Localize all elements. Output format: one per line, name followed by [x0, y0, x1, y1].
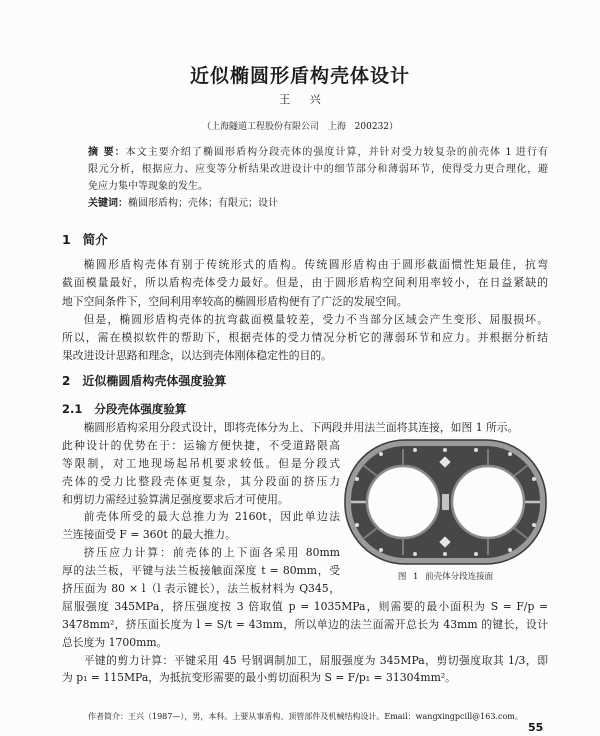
body-line: 所以，需在模拟软件的帮助下，根据壳体的受力情况分析它的薄弱环节和应力。并根据分析结: [62, 331, 548, 345]
body-line: 截面模量最好，所以盾构壳体受力最好。但是，由于圆形盾构空间利用率较小，在日益紧缺的: [62, 276, 548, 290]
bolt-hole: [474, 448, 478, 452]
left-opening: [367, 466, 439, 538]
body-line: 果改进设计思路和理念，以达到壳体刚体稳定性的目的。: [62, 349, 332, 363]
body-line: 椭圆形盾构壳体有别于传统形式的盾构。传统圆形盾构由于圆形截面惯性矩最佳，抗弯: [83, 258, 548, 271]
abstract-label: 摘 要：: [88, 147, 126, 158]
bolt-hole: [379, 452, 383, 456]
bolt-hole: [532, 477, 536, 481]
body-line: 3478mm²，挤压面长度为 l = S/t = 43mm，所以单边的法兰面需开总长为 43mm 的键长，设计: [62, 617, 548, 631]
author-affiliation: （上海隧道工程股份有限公司 上海 200232）: [201, 122, 399, 132]
section-2-number: 2: [62, 374, 71, 388]
body-line: 总长度为 1700mm。: [62, 635, 168, 649]
keywords-line: [88, 195, 548, 212]
abstract-line: 免应力集中等现象的发生。: [88, 181, 208, 192]
bolt-hole: [443, 448, 447, 452]
body-line: 椭圆形盾构采用分段式设计，即将壳体分为上、下两段并用法兰面将其连接，如图 1 所示。: [83, 421, 519, 434]
body-line: 地下空间条件下，空间利用率较高的椭圆形盾构便有了广泛的发展空间。: [62, 294, 408, 308]
body-line: 前壳体所受的最大总推力为 2160t，因此单边法: [83, 510, 340, 524]
section-2-heading: [62, 372, 226, 390]
body-line: 平键的剪力计算：平键采用 45 号钢调制加工，屈服强度为 345MPa，剪切强度取其 1/3，即: [83, 653, 548, 667]
keywords-label: 关键词：: [88, 198, 128, 209]
paper-title: 近似椭圆形盾构壳体设计: [189, 65, 410, 87]
author-name: 王 兴: [279, 93, 321, 106]
body-line: 厚的法兰板，平键与法兰板接触面深度 t = 80mm，受: [62, 564, 340, 578]
figure-1-caption: 图 1 前壳体分段连接面: [397, 572, 494, 582]
body-line: 此种设计的优势在于：运输方便快捷，不受道路限高: [62, 438, 340, 452]
section-1-title: 简介: [82, 232, 108, 247]
right-opening: [452, 466, 524, 538]
abstract-block: [88, 144, 548, 212]
body-line: 屈服强度 345MPa，挤压强度按 3 倍取值 p = 1035MPa，则需要的最小面积为 S = F/p =: [62, 599, 548, 613]
flange-joint-center: [442, 494, 449, 510]
subsection-2-1-number: 2.1: [62, 402, 83, 416]
body-line: 和剪切力需经过验算满足强度要求后才可使用。: [62, 492, 289, 506]
section-1-body: [62, 256, 548, 366]
body-line: 挤压应力计算：前壳体的上下面各采用 80mm: [83, 546, 340, 560]
bolt-hole: [379, 548, 383, 552]
body-line: 兰连接面受 F = 360t 的最大推力。: [62, 528, 236, 542]
bolt-hole: [508, 452, 512, 456]
bolt-hole: [355, 477, 359, 481]
section-2-title: 近似椭圆盾构壳体强度验算: [82, 374, 227, 388]
bolt-hole: [355, 523, 359, 527]
subsection-2-1-title: 分段壳体强度验算: [94, 402, 187, 416]
body-line: 挤压面为 80 × l（l 表示键长），法兰板材料为 Q345，: [62, 582, 340, 596]
abstract-line: [88, 144, 548, 161]
abstract-line: 限元分析，根据应力、应变等分析结果改进设计中的细节部分和薄弱环节，使得受力更合理化，避: [88, 164, 548, 175]
bolt-hole: [413, 552, 417, 556]
bolt-hole: [474, 552, 478, 556]
abstract-text: 本文主要介绍了椭圆形盾构分段壳体的强度计算，并针对受力较复杂的前壳体 1 进行有: [125, 147, 548, 158]
section-1-number: 1: [62, 232, 71, 247]
bolt-hole: [413, 448, 417, 452]
keywords-text: 椭圆形盾构；壳体；有限元；设计: [128, 198, 278, 209]
body-line: 为 p₁ = 115MPa，为抵抗变形需要的最小剪切面积为 S = F/p₁ = 31304mm²。: [62, 671, 456, 685]
figure-1-front-shell: [343, 437, 548, 567]
subsection-2-1-heading: [62, 400, 186, 418]
page-number: 55: [528, 721, 544, 734]
body-line: 但是，椭圆形盾构壳体的抗弯截面模量较差，受力不当部分区域会产生变形、屈服损坏。: [83, 312, 548, 326]
bolt-hole: [443, 552, 447, 556]
author-footnote: 作者简介：王兴（1987—），男，本科。上要从事盾构、顶管部件及机械结构设计。Email：wangxingpcill@163.com。: [88, 712, 523, 721]
front-shell-drawing: [343, 437, 548, 567]
section-1-heading: [62, 231, 108, 249]
body-line: 等限制，对工地现场起吊机要求较低。但是分段式: [62, 456, 340, 470]
bolt-hole: [508, 548, 512, 552]
body-line: 壳体的受力比整段壳体更复杂，其分段面的挤压力: [62, 474, 340, 488]
bolt-hole: [532, 523, 536, 527]
